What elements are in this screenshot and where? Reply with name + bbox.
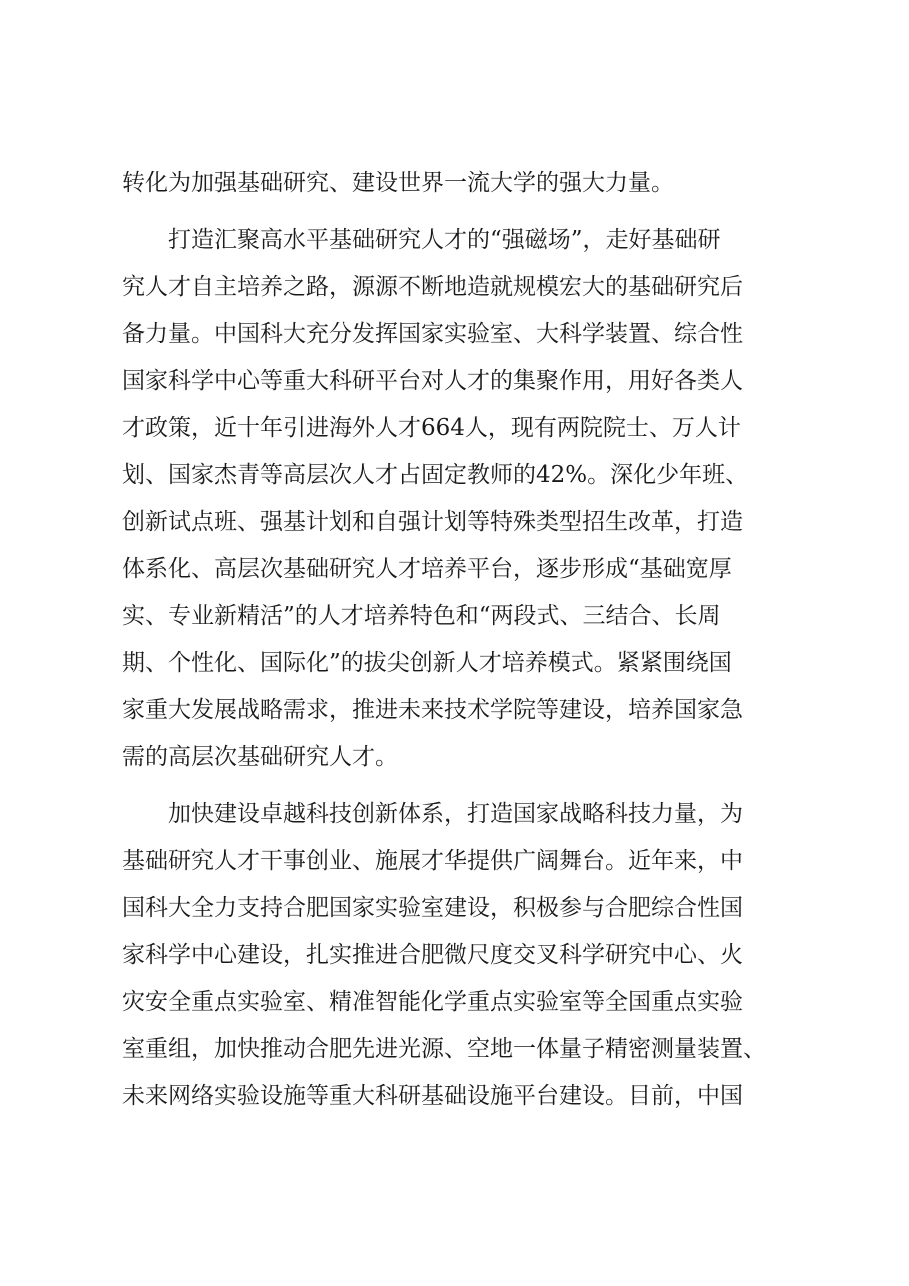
text-line xyxy=(0,1073,909,1119)
text-line xyxy=(0,358,909,404)
line-text: 加快建设卓越科技创新体系，打造国家战略科技力量，为 xyxy=(168,801,743,827)
text-line xyxy=(0,160,909,206)
line-text: 国科大全力支持合肥国家实验室建设，积极参与合肥综合性国 xyxy=(122,895,743,921)
line-text: 备力量。中国科大充分发挥国家实验室、大科学装置、综合性 xyxy=(122,321,743,347)
text-line xyxy=(0,264,909,310)
text-line xyxy=(0,932,909,978)
line-text: 基础研究人才干事创业、施展才华提供广阔舞台。近年来，中 xyxy=(122,848,743,874)
text-line xyxy=(0,1026,909,1072)
line-text: 创新试点班、强基计划和自强计划等特殊类型招生改革，打造 xyxy=(122,509,743,535)
line-text: 体系化、高层次基础研究人才培养平台，逐步形成“基础宽厚 xyxy=(122,556,732,582)
text-line xyxy=(0,979,909,1025)
line-text: 划、国家杰青等高层次人才占固定教师的42%。深化少年班、 xyxy=(122,462,749,488)
text-line xyxy=(0,640,909,686)
text-line xyxy=(0,217,909,263)
line-text: 家科学中心建设，扎实推进合肥微尺度交叉科学研究中心、火 xyxy=(122,942,743,968)
text-line xyxy=(0,687,909,733)
line-text: 究人才自主培养之路，源源不断地造就规模宏大的基础研究后 xyxy=(122,274,743,300)
text-line xyxy=(0,791,909,837)
line-text: 期、个性化、国际化”的拔尖创新人才培养模式。紧紧围绕国 xyxy=(122,650,732,676)
line-text: 实、专业新精活”的人才培养特色和“两段式、三结合、长周 xyxy=(122,603,721,629)
line-text: 家重大发展战略需求，推进未来技术学院等建设，培养国家急 xyxy=(122,697,743,723)
text-line xyxy=(0,311,909,357)
text-line xyxy=(0,885,909,931)
line-text: 未来网络实验设施等重大科研基础设施平台建设。目前，中国 xyxy=(122,1083,743,1109)
text-line xyxy=(0,499,909,545)
text-line xyxy=(0,452,909,498)
text-line xyxy=(0,405,909,451)
line-text: 才政策，近十年引进海外人才664人，现有两院院士、万人计 xyxy=(122,415,741,441)
text-line xyxy=(0,838,909,884)
line-text: 室重组，加快推动合肥先进光源、空地一体量子精密测量装置、 xyxy=(122,1036,766,1062)
text-line xyxy=(0,546,909,592)
text-line xyxy=(0,734,909,780)
line-text: 打造汇聚高水平基础研究人才的“强磁场”，走好基础研 xyxy=(168,227,721,253)
line-text: 国家科学中心等重大科研平台对人才的集聚作用，用好各类人 xyxy=(122,368,743,394)
line-text: 需的高层次基础研究人才。 xyxy=(122,744,398,770)
line-text: 转化为加强基础研究、建设世界一流大学的强大力量。 xyxy=(122,170,674,196)
text-line xyxy=(0,593,909,639)
line-text: 灾安全重点实验室、精准智能化学重点实验室等全国重点实验 xyxy=(122,989,743,1015)
